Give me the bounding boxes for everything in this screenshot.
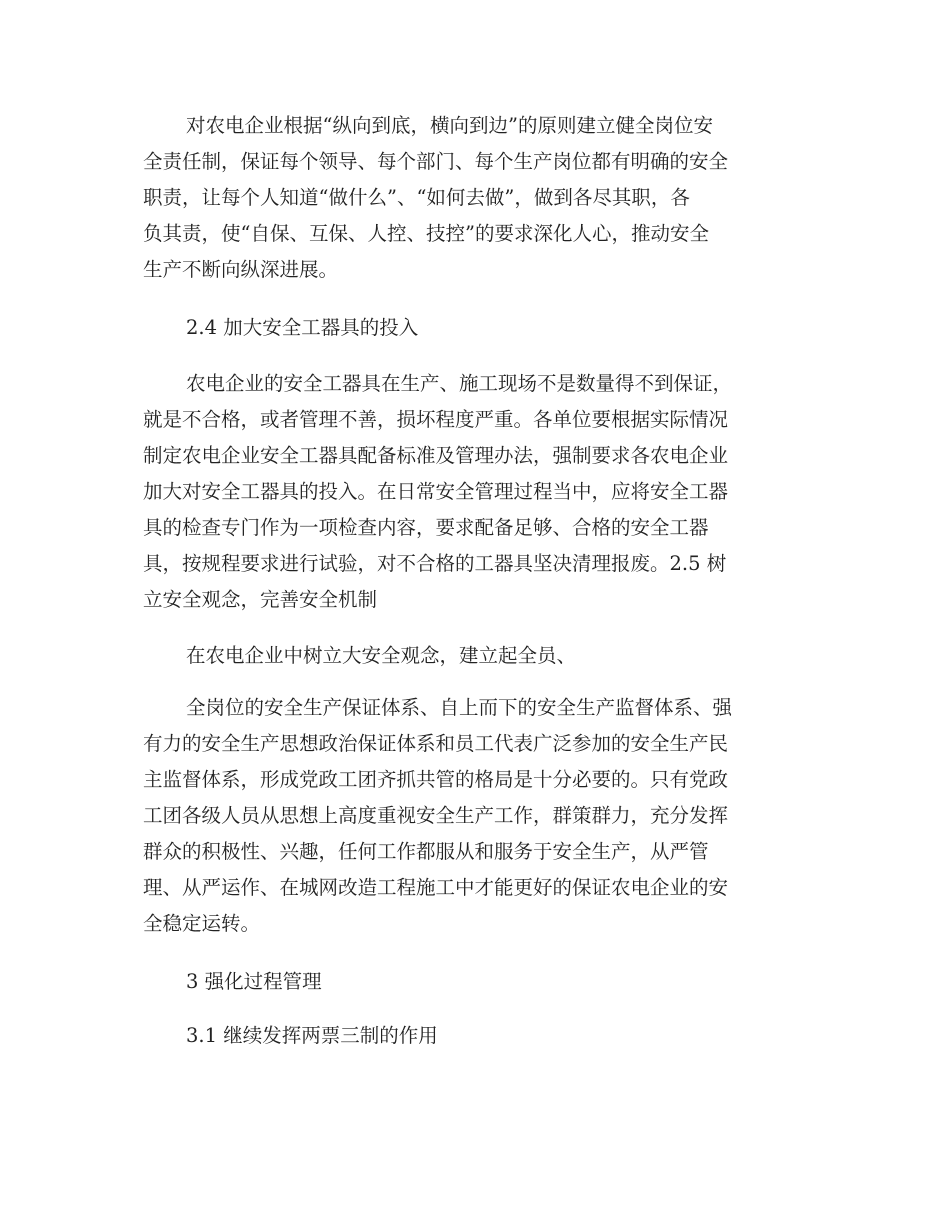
heading-text: 2.4 加大安全工器具的投入: [186, 316, 419, 339]
text-line: 制定农电企业安全工器具配备标准及管理办法，强制要求各农电企业: [143, 444, 729, 467]
text-line: 就是不合格，或者管理不善，损坏程度严重。各单位要根据实际情况: [143, 408, 729, 431]
text-line: 立安全观念，完善安全机制: [143, 588, 378, 611]
body-paragraph: [143, 638, 798, 674]
heading-text: 3.1 继续发挥两票三制的作用: [186, 1024, 438, 1047]
text-line: 全责任制，保证每个领导、每个部门、每个生产岗位都有明确的安全: [143, 150, 729, 173]
body-paragraph: [143, 690, 798, 942]
text-line: 负其责，使“自保、互保、人控、技控”的要求深化人心，推动安全: [143, 222, 709, 245]
text-line: 对农电企业根据“纵向到底，横向到边”的原则建立健全岗位安: [186, 114, 713, 137]
text-line: 职责，让每个人知道“做什么”、“如何去做”，做到各尽其职，各: [143, 186, 690, 209]
section-heading-3: [143, 964, 798, 1000]
heading-text: 3 强化过程管理: [186, 970, 322, 993]
body-paragraph: [143, 108, 798, 288]
text-line: 农电企业的安全工器具在生产、施工现场不是数量得不到保证，: [186, 372, 733, 395]
text-line: 工团各级人员从思想上高度重视安全生产工作，群策群力，充分发挥: [143, 804, 729, 827]
text-line: 生产不断向纵深进展。: [143, 258, 339, 281]
text-line: 具，按规程要求进行试验，对不合格的工器具坚决清理报废。2.5 树: [143, 552, 727, 575]
section-heading-3-1: [143, 1018, 798, 1054]
text-line: 主监督体系，形成党政工团齐抓共管的格局是十分必要的。只有党政: [143, 768, 729, 791]
text-line: 全稳定运转。: [143, 912, 261, 935]
text-line: 群众的积极性、兴趣，任何工作都服从和服务于安全生产，从严管: [143, 840, 709, 863]
text-line: 加大对安全工器具的投入。在日常安全管理过程当中，应将安全工器: [143, 480, 729, 503]
text-line: 理、从严运作、在城网改造工程施工中才能更好的保证农电企业的安: [143, 876, 729, 899]
text-line: 有力的安全生产思想政治保证体系和员工代表广泛参加的安全生产民: [143, 732, 729, 755]
text-line: 全岗位的安全生产保证体系、自上而下的安全生产监督体系、强: [186, 696, 733, 719]
text-line: 具的检查专门作为一项检查内容，要求配备足够、合格的安全工器: [143, 516, 709, 539]
section-heading-2-4: [143, 310, 798, 346]
text-line: 在农电企业中树立大安全观念，建立起全员、: [186, 644, 577, 667]
body-paragraph: [143, 366, 798, 618]
